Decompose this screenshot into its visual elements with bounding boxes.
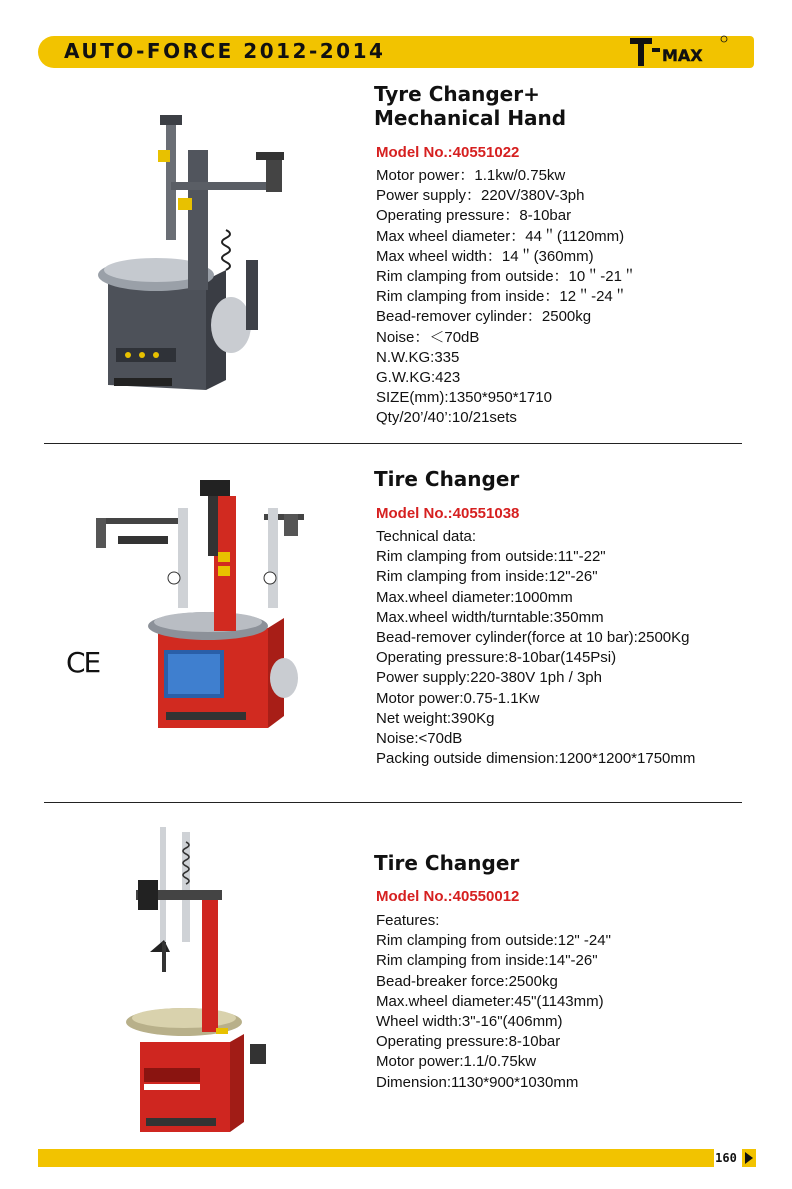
product-3-model: Model No.:40550012 [376, 888, 520, 905]
spec-line: Max wheel width：14＂(360mm) [376, 247, 594, 265]
spec-line: G.W.KG:423 [376, 369, 461, 387]
spec-line: Rim clamping from outside:12" -24" [376, 932, 611, 950]
spec-line: Noise：＜70dB [376, 328, 480, 346]
spec-line: Operating pressure：8-10bar [376, 207, 572, 225]
spec-line: Rim clamping from inside：12＂-24＂ [376, 288, 628, 306]
product-3-title: Tire Changer [374, 851, 520, 875]
footer-stripe [38, 1149, 718, 1167]
spec-line: Max.wheel diameter:1000mm [376, 588, 573, 606]
spec-line: Dimension:1130*900*1030mm [376, 1073, 579, 1091]
tmax-logo [624, 30, 734, 70]
product-1-title [374, 82, 566, 130]
spec-line: Power supply:220-380V 1ph / 3ph [376, 669, 602, 687]
spec-line: Rim clamping from inside:12"-26" [376, 568, 598, 586]
separator [44, 443, 742, 444]
product-3-specs [376, 911, 611, 1093]
product-2-model: Model No.:40551038 [376, 505, 520, 522]
spec-line: N.W.KG:335 [376, 348, 460, 366]
spec-line: Motor power：1.1kw/0.75kw [376, 167, 566, 184]
spec-line: Packing outside dimension:1200*1200*1750mm [376, 750, 696, 768]
spec-line: Bead-remover cylinder：2500kg [376, 308, 592, 326]
product-1-title-line2: Mechanical Hand [374, 106, 567, 130]
spec-line: Features: [376, 912, 440, 929]
spec-line: Max.wheel width/turntable:350mm [376, 608, 604, 626]
tire-changer-40551038-image [88, 478, 316, 738]
spec-line: Motor power:0.75-1.1Kw [376, 689, 540, 707]
separator [44, 802, 742, 803]
footer-bar [38, 1149, 754, 1167]
product-1-title-line1: Tyre Changer+ [374, 82, 540, 106]
spec-line: Rim clamping from inside:14"-26" [376, 952, 598, 970]
spec-line: Noise:<70dB [376, 730, 463, 748]
product-2-specs [376, 527, 695, 769]
spec-line: Motor power:1.1/0.75kw [376, 1053, 537, 1071]
next-arrow-icon [742, 1149, 756, 1167]
spec-line: Technical data: [376, 528, 477, 545]
spec-line: Rim clamping from outside：10＂-21＂ [376, 268, 637, 286]
page-number: 160 [715, 1151, 737, 1165]
spec-line: Bead-remover cylinder(force at 10 bar):2500Kg [376, 629, 690, 647]
spec-line: Operating pressure:8-10bar [376, 1033, 561, 1051]
tyre-changer-mechanical-hand-image [96, 110, 286, 400]
spec-line: Operating pressure:8-10bar(145Psi) [376, 649, 617, 667]
product-2-title: Tire Changer [374, 467, 520, 491]
spec-line: Wheel width:3"-16"(406mm) [376, 1013, 563, 1031]
product-1-specs [376, 166, 637, 429]
spec-line: Max wheel diameter：44＂(1120mm) [376, 227, 625, 245]
spec-line: Bead-breaker force:2500kg [376, 972, 558, 990]
spec-line: Qty/20’/40’:10/21sets [376, 409, 517, 427]
svg-text:MAX: MAX [662, 46, 703, 65]
header-banner [38, 36, 754, 68]
catalog-title: AUTO-FORCE 2012-2014 [64, 39, 386, 63]
spec-line: Power supply：220V/380V-3ph [376, 187, 585, 205]
ce-mark: CE [66, 646, 100, 679]
spec-line: SIZE(mm):1350*950*1710 [376, 389, 552, 407]
spec-line: Max.wheel diameter:45"(1143mm) [376, 992, 604, 1010]
spec-line: Rim clamping from outside:11"-22" [376, 548, 606, 566]
tire-changer-40550012-image [120, 822, 280, 1140]
product-1-model: Model No.:40551022 [376, 144, 520, 161]
spec-line: Net weight:390Kg [376, 709, 495, 727]
